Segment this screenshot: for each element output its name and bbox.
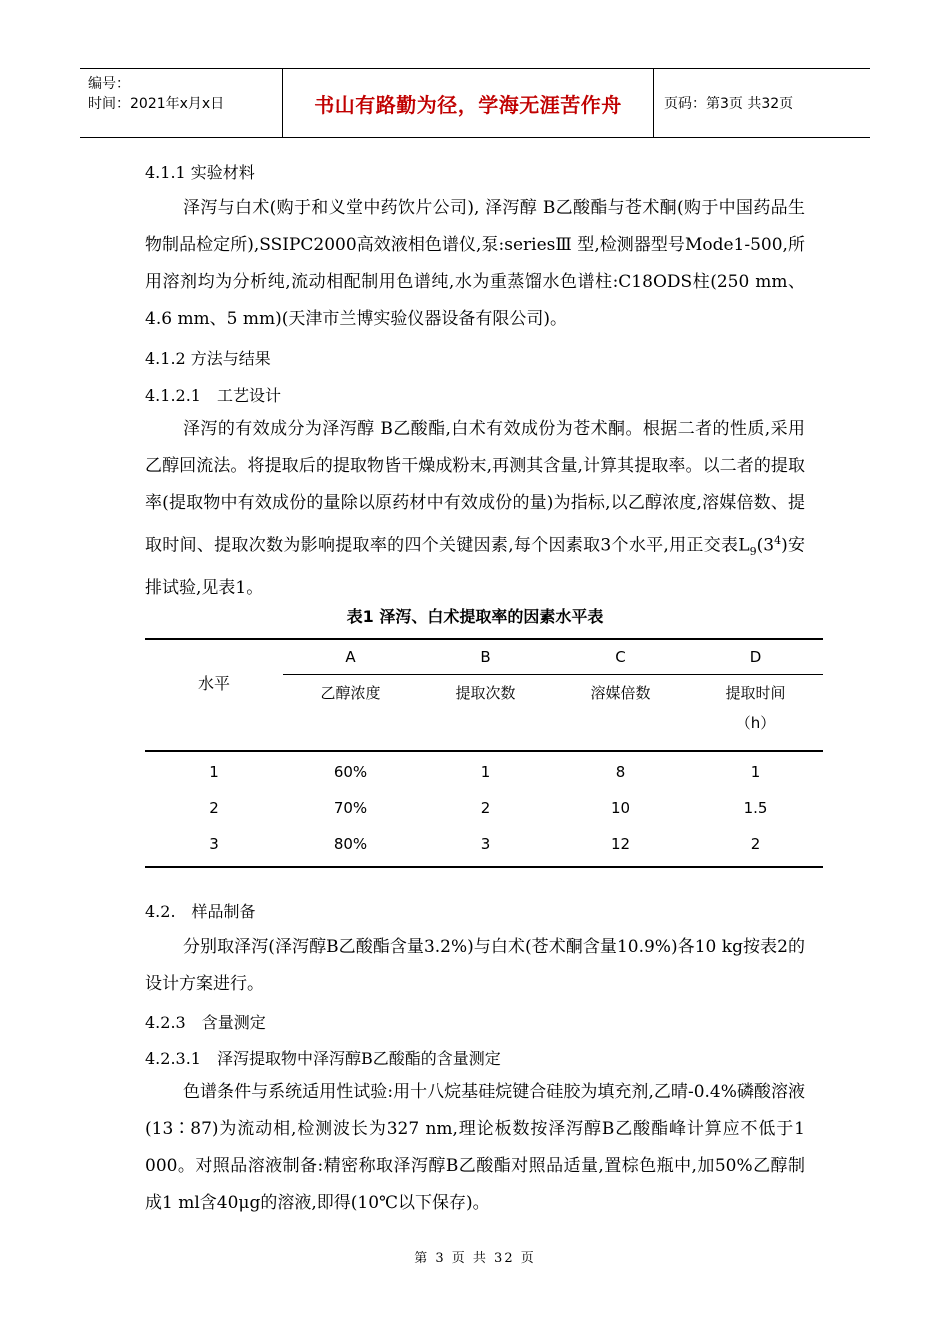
section-title-4-2-3: 4.2.3 含量测定 — [145, 1013, 266, 1032]
table-cell: 10 — [610, 799, 631, 817]
page-header — [80, 68, 870, 138]
table-cell: 2 — [750, 835, 761, 853]
factor-name-row — [145, 674, 823, 748]
table-cell: 2 — [209, 799, 219, 817]
section-title-4-2-3-1: 4.2.3.1 泽泻提取物中泽泻醇B乙酸酯的含量测定 — [145, 1049, 501, 1068]
header-bottom-rule — [145, 750, 823, 752]
motto-text: 书山有路勤为径，学海无涯苦作舟 — [314, 92, 622, 117]
factor-name-a: 乙醇浓度 — [320, 684, 381, 702]
paragraph-chromatography: 色谱条件与系统适用性试验:用十八烷基硅烷键合硅胶为填充剂,乙晴-0.4%磷酸溶液(13∶87)为流动相,检测波长为327 nm,理论板数按泽泻醇B乙酸酯峰计算应不低于1 000。对照品溶液制备:精密称取泽泻醇B乙酸酯对照品适量,置棕色瓶中,加50%乙醇制成1 ml含40μg的溶液,即得(10℃以下保存)。 — [145, 1082, 805, 1213]
table-cell: 70% — [333, 799, 368, 817]
table-row — [145, 754, 823, 790]
table-cell: 1 — [750, 763, 761, 781]
orthogonal-subscript: 9 — [749, 545, 757, 559]
process-design-end: )安排试验,见表1。 — [145, 535, 805, 599]
paragraph-materials: 泽泻与白术(购于和义堂中药饮片公司), 泽泻醇 B乙酸酯与苍术酮(购于中国药品生物制品检定所),SSIPC2000高效液相色谱仪,泵:seriesⅢ 型,检测器型号Mode1-500,所用溶剂均为分析纯,流动相配制用色谱纯,水为重蒸馏水色谱柱:C18ODS柱(250 mm、4.6 mm、5 mm)(天津市兰博实验仪器设备有限公司)。 — [145, 198, 805, 329]
table-row — [145, 826, 823, 862]
paragraph-sample-prep: 分别取泽泻(泽泻醇B乙酸酯含量3.2%)与白术(苍术酮含量10.9%)各10 kg按表2的设计方案进行。 — [145, 937, 805, 994]
factor-name-d-text: 提取时间 — [725, 684, 786, 702]
factor-level-table — [145, 638, 823, 868]
factor-letter-c: C — [615, 648, 626, 666]
factor-name-c: 溶媒倍数 — [590, 684, 651, 702]
table-cell: 3 — [480, 835, 491, 853]
number-label: 编号： — [88, 76, 130, 92]
header-motto — [283, 69, 654, 137]
factor-name-d — [688, 674, 823, 748]
section-title-4-2: 4.2. 样品制备 — [145, 902, 256, 921]
table-body — [145, 748, 823, 866]
section-title-4-1-2-1: 4.1.2.1 工艺设计 — [145, 386, 281, 405]
table-row — [145, 790, 823, 826]
page-footer: 第 3 页 共 32 页 — [414, 1251, 536, 1266]
table-caption: 表1 泽泻、白术提取率的因素水平表 — [346, 607, 604, 626]
factor-name-b: 提取次数 — [455, 684, 516, 702]
table-cell: 60% — [333, 763, 368, 781]
table-cell: 80% — [333, 835, 368, 853]
table-cell: 8 — [615, 763, 626, 781]
section-title-4-1-2: 4.1.2 方法与结果 — [145, 349, 271, 368]
table-cell: 1.5 — [743, 799, 768, 817]
factor-letter-row — [145, 640, 823, 674]
date-label: 时间：2021年x月x日 — [88, 96, 225, 112]
section-title-4-1-1: 4.1.1 实验材料 — [145, 163, 255, 182]
table-cell: 12 — [610, 835, 631, 853]
factor-letter-d: D — [749, 648, 762, 666]
header-divider — [283, 674, 823, 675]
table-cell: 2 — [480, 799, 491, 817]
level-header: 水平 — [197, 674, 230, 693]
factor-letter-b: B — [480, 648, 491, 666]
table-cell: 3 — [209, 835, 219, 853]
table-cell: 1 — [480, 763, 491, 781]
process-design-text: 泽泻的有效成分为泽泻醇 B乙酸酯,白术有效成份为苍术酮。根据二者的性质,采用乙醇回流法。将提取后的提取物皆干燥成粉末,再测其含量,计算其提取率。以二者的提取率(提取物中有效成份的量除以原药材中有效成份的量)为指标,以乙醇浓度,溶媒倍数、提取时间、提取次数为影响提取率的四个关键因素,每个因素取3个水平,用正交表L — [145, 419, 805, 556]
process-design-mid: (3 — [756, 535, 775, 556]
header-meta — [80, 69, 283, 137]
header-page-info: 页码：第3页 共32页 — [664, 96, 794, 112]
table-cell: 1 — [209, 763, 219, 781]
orthogonal-superscript: 4 — [774, 534, 782, 547]
paragraph-process-design — [145, 411, 805, 607]
factor-letter-a: A — [345, 648, 356, 666]
factor-unit-d: （h） — [735, 714, 776, 732]
